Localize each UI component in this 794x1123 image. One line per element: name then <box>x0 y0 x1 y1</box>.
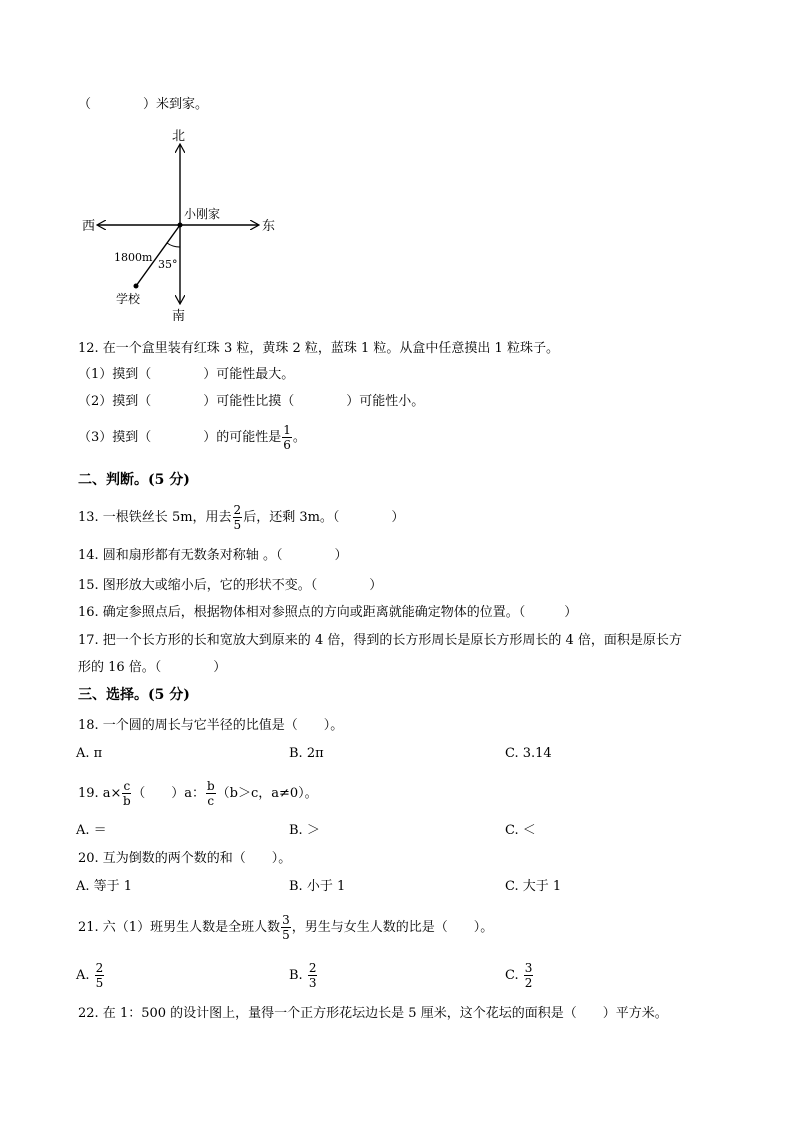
q20-stem: 20. 互为倒数的两个数的和（ ）。 <box>78 851 292 866</box>
home-label: 小刚家 <box>184 207 221 221</box>
q17-line1: 17. 把一个长方形的长和宽放大到原来的 4 倍，得到的长方形周长是原长方形周长的 4 倍，面积是原长方 <box>78 633 682 648</box>
section-heading-judgment: 二、判断。(5 分) <box>78 472 190 488</box>
q19-text-end: （b＞c，a≠0）。 <box>216 786 318 801</box>
fraction-two-fifths <box>233 504 243 531</box>
fraction-b-over-c <box>206 780 216 807</box>
fraction-option-b <box>308 962 318 989</box>
fraction-numerator: 2 <box>233 503 242 517</box>
q18-stem: 18. 一个圆的周长与它半径的比值是（ ）。 <box>78 718 344 733</box>
fraction-numerator: c <box>123 779 131 793</box>
fraction-c-over-b <box>122 780 131 807</box>
school-label: 学校 <box>116 292 141 306</box>
fraction-denominator: 5 <box>233 518 242 532</box>
fraction-three-fifths <box>281 914 291 941</box>
north-label: 北 <box>172 129 186 144</box>
q16: 16. 确定参照点后，根据物体相对参照点的方向或距离就能确定物体的位置。（ ） <box>78 605 578 620</box>
fraction-denominator: c <box>207 794 215 808</box>
q21-option-a <box>76 962 105 989</box>
q20-option-b: B. 小于 1 <box>289 879 346 894</box>
q12-stem: 12. 在一个盒里装有红珠 3 粒，黄珠 2 粒，蓝珠 1 粒。从盒中任意摸出 1 粒珠子。 <box>78 341 559 356</box>
angle-arc <box>167 243 180 247</box>
q12-part3-end: 。 <box>292 430 306 445</box>
q14: 14. 圆和扇形都有无数条对称轴 。（ ） <box>78 548 348 563</box>
q21-text: 21. 六（1）班男生人数是全班人数 <box>78 920 281 935</box>
section-heading-choice: 三、选择。(5 分) <box>78 687 190 703</box>
q21-option-b-label: B. <box>289 968 303 983</box>
q21-option-c <box>505 962 534 989</box>
fraction-denominator: 2 <box>524 976 533 990</box>
q22-stem: 22. 在 1：500 的设计图上，量得一个正方形花坛边长是 5 厘米，这个花坛的面积是（ ）平方米。 <box>78 1006 668 1021</box>
fraction-one-sixth <box>282 424 292 451</box>
fraction-option-a <box>95 962 105 989</box>
q20-option-a: A. 等于 1 <box>76 879 133 894</box>
q19-stem <box>78 780 318 807</box>
q12-part3 <box>78 424 306 451</box>
angle-label: 35° <box>158 258 178 271</box>
q13-text-end: 后，还剩 3m。（ ） <box>243 510 405 525</box>
q19-option-a: A. ＝ <box>76 823 107 838</box>
q18-option-c: C. 3.14 <box>505 746 552 761</box>
answer-blank-line: （ ）米到家。 <box>78 97 209 112</box>
compass-diagram <box>70 125 300 325</box>
q21-text-end: ，男生与女生人数的比是（ ）。 <box>291 920 494 935</box>
q20-option-c: C. 大于 1 <box>505 879 562 894</box>
q21-option-c-label: C. <box>505 968 519 983</box>
q19-option-b: B. ＞ <box>289 823 320 838</box>
q21-stem <box>78 914 493 941</box>
q21-option-b <box>289 962 318 989</box>
q18-option-a: A. π <box>76 746 103 761</box>
fraction-numerator: 3 <box>282 913 290 927</box>
q21-option-a-label: A. <box>76 968 90 983</box>
fraction-denominator: 6 <box>283 438 291 452</box>
south-label: 南 <box>172 309 186 324</box>
fraction-numerator: 2 <box>308 961 317 975</box>
q19-text-mid: （ ）a： <box>132 786 205 801</box>
q13 <box>78 504 404 531</box>
q12-part2: （2）摸到（ ）可能性比摸（ ）可能性小。 <box>78 394 425 409</box>
q13-text: 13. 一根铁丝长 5m，用去 <box>78 510 232 525</box>
fraction-numerator: 3 <box>524 961 533 975</box>
distance-label: 1800m <box>114 251 153 264</box>
fraction-numerator: b <box>206 779 215 793</box>
q12-part3-text: （3）摸到（ ）的可能性是 <box>78 430 282 445</box>
q18-option-b: B. 2π <box>289 746 324 761</box>
school-point <box>134 284 139 289</box>
q19-text: 19. a× <box>78 786 122 801</box>
fraction-option-c <box>524 962 534 989</box>
q19-option-c: C. ＜ <box>505 823 536 838</box>
q17-line2: 形的 16 倍。（ ） <box>78 660 227 675</box>
q12-part1: （1）摸到（ ）可能性最大。 <box>78 367 295 382</box>
fraction-denominator: b <box>122 794 131 808</box>
fraction-numerator: 2 <box>95 961 104 975</box>
east-label: 东 <box>262 219 276 234</box>
fraction-denominator: 5 <box>95 976 104 990</box>
q15: 15. 图形放大或缩小后，它的形状不变。（ ） <box>78 578 383 593</box>
west-label: 西 <box>82 219 96 234</box>
fraction-denominator: 5 <box>282 928 290 942</box>
fraction-denominator: 3 <box>308 976 317 990</box>
fraction-numerator: 1 <box>283 423 291 437</box>
